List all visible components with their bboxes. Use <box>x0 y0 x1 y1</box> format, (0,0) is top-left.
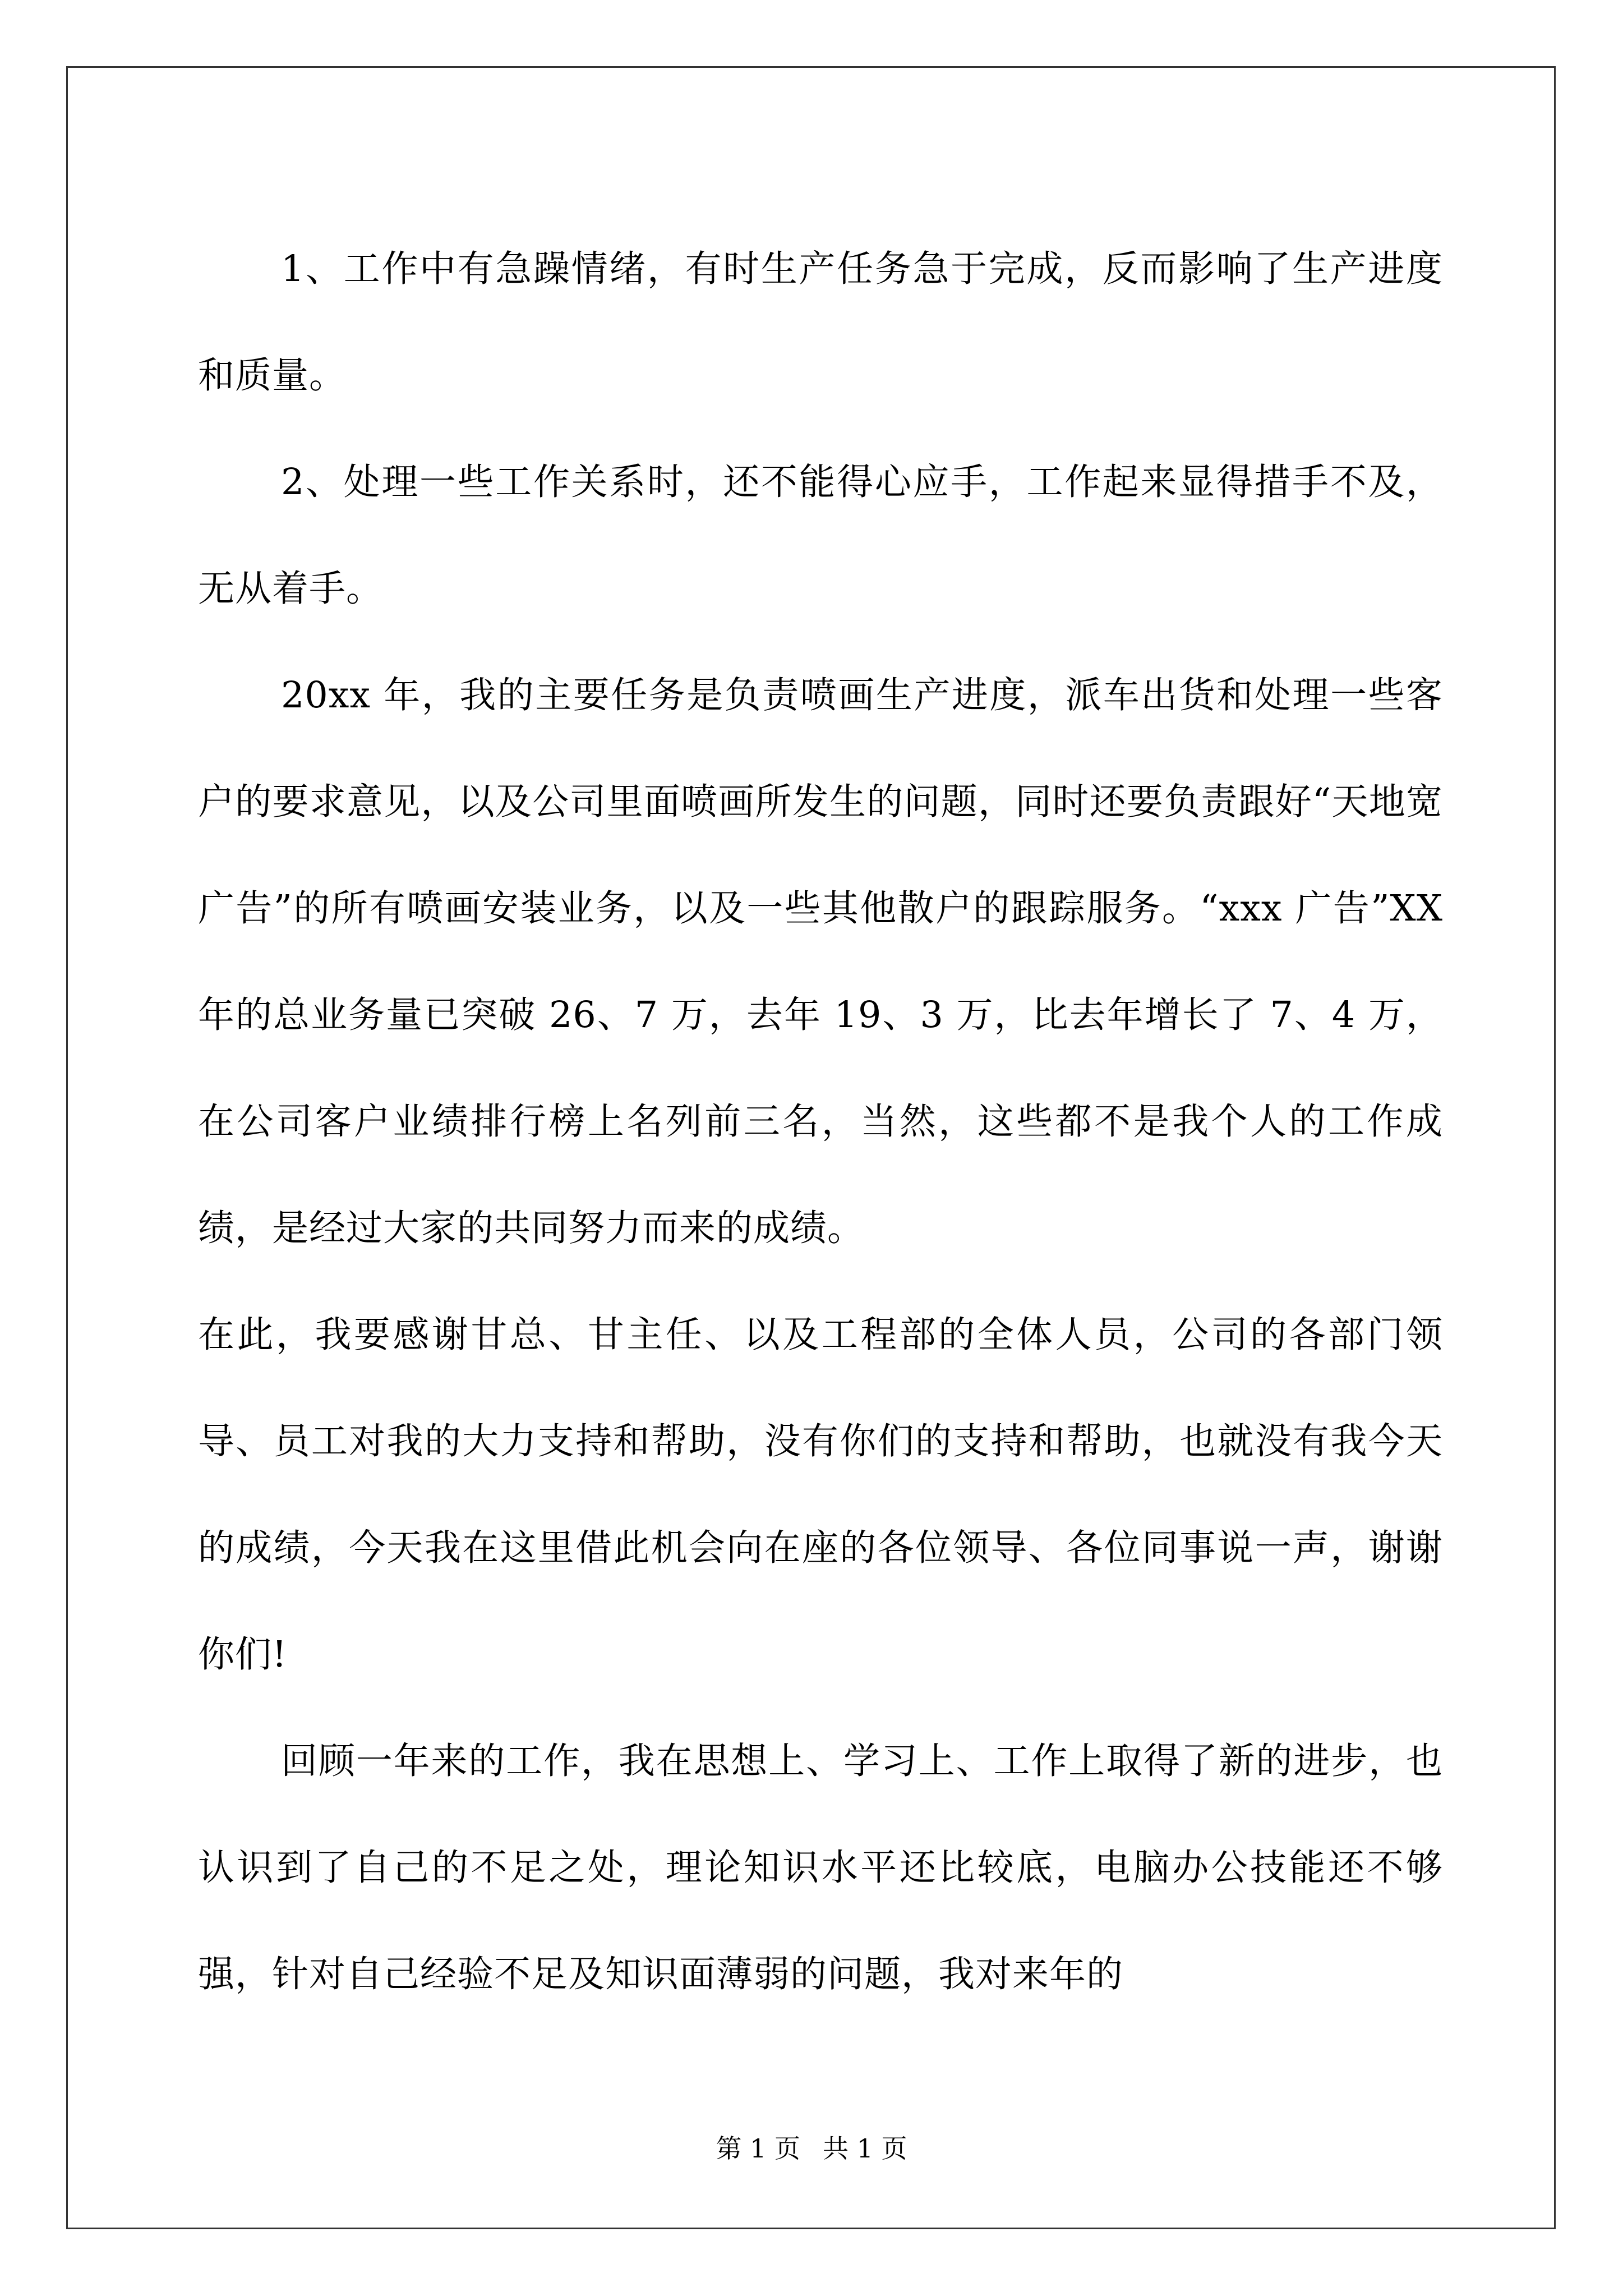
page-footer <box>0 2132 1623 2165</box>
paragraph-3: 20xx 年，我的主要任务是负责喷画生产进度，派车出货和处理一些客户的要求意见，以及公司里面喷画所发生的问题，同时还要负责跟好“天地宽广告”的所有喷画安装业务，以及一些其他散户的跟踪服务。“xxx 广告”XX 年的总业务量已突破 26、7 万，去年 19、3 万，比去年增长了 7、4 万，在公司客户业绩排行榜上名列前三名，当然，这些都不是我个人的工作成绩，是经过大家的共同努力而来的成绩。 <box>198 674 1443 1249</box>
page-number-current: 第 1 页 <box>716 2133 800 2164</box>
paragraph-5: 回顾一年来的工作，我在思想上、学习上、工作上取得了新的进步，也认识到了自己的不足之处，理论知识水平还比较底，电脑办公技能还不够强，针对自己经验不足及知识面薄弱的问题，我对来年的 <box>198 1740 1443 1995</box>
paragraph-4: 在此，我要感谢甘总、甘主任、以及工程部的全体人员，公司的各部门领导、员工对我的大力支持和帮助，没有你们的支持和帮助，也就没有我今天的成绩，今天我在这里借此机会向在座的各位领导、各位同事说一声，谢谢你们! <box>198 1314 1443 1676</box>
document-body <box>198 216 1443 2028</box>
page-number-total: 共 1 页 <box>823 2133 907 2164</box>
paragraph-2: 2、处理一些工作关系时，还不能得心应手，工作起来显得措手不及，无从着手。 <box>198 461 1443 610</box>
paragraph-1: 1、工作中有急躁情绪，有时生产任务急于完成，反而影响了生产进度和质量。 <box>198 248 1443 397</box>
